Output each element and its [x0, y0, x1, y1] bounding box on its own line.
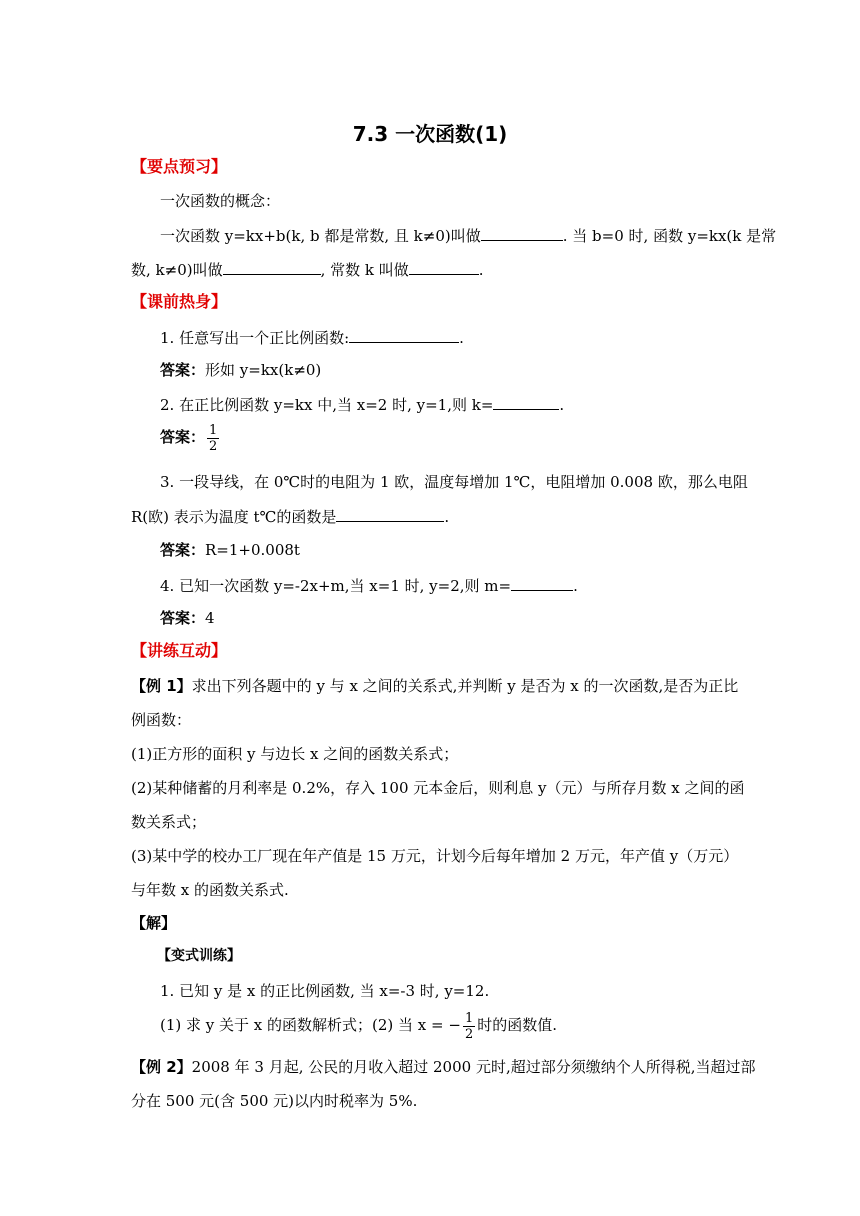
variant-question-1-parts: (1) 求 y 关于 x 的函数解析式；(2) 当 x = − $\frac{1}{2}$ 时的函数值.: [160, 1010, 558, 1042]
warmup-question-1: 1. 任意写出一个正比例函数: .: [160, 329, 464, 347]
example-1-part-2-line-2: 数关系式；: [131, 813, 207, 831]
example-1-part-3-line-2: 与年数 x 的函数关系式.: [131, 881, 289, 899]
page-title: 7.3 一次函数(1): [352, 122, 508, 146]
example-2-line-2: 分在 500 元(含 500 元)以内时税率为 5%.: [131, 1092, 418, 1110]
example-1-part-2-line-1: (2)某种储蓄的月利率是 0.2%，存入 100 元本金后，则利息 y（元）与所存月数 x 之间的函: [131, 779, 745, 797]
answer-blank: [493, 394, 559, 410]
warmup-question-3-line-2: R(欧) 表示为温度 t℃的函数是 .: [131, 508, 450, 526]
example-1-line-1: 【例 1】求出下列各题中的 y 与 x 之间的关系式,并判断 y 是否为 x 的一次函数,是否为正比: [131, 677, 739, 695]
example-1-line-2: 例函数：: [131, 711, 192, 729]
concept-line-2: 数, k≠0)叫做 , 常数 k 叫做 .: [131, 261, 484, 279]
answer-blank: [511, 575, 573, 591]
variant-training-heading: 【变式训练】: [157, 948, 241, 964]
variant-question-1: 1. 已知 y 是 x 的正比例函数, 当 x=-3 时, y=12.: [160, 982, 490, 1000]
example-1-part-3-line-1: (3)某中学的校办工厂现在年产值是 15 万元，计划今后每年增加 2 万元，年产值 y（万元）: [131, 847, 739, 865]
answer-blank: [481, 225, 563, 241]
answer-blank: [409, 259, 479, 275]
answer-blank: [349, 327, 459, 343]
warmup-question-3-line-1: 3. 一段导线，在 0℃时的电阻为 1 欧，温度每增加 1℃，电阻增加 0.008 欧，那么电阻: [160, 473, 748, 491]
example-2-line-1: 【例 2】2008 年 3 月起, 公民的月收入超过 2000 元时,超过部分须缴纳个人所得税,当超过部: [131, 1058, 756, 1076]
warmup-question-2: 2. 在正比例函数 y=kx 中,当 x=2 时, y=1,则 k= .: [160, 396, 565, 414]
example-1-part-1: (1)正方形的面积 y 与边长 x 之间的函数关系式；: [131, 745, 459, 763]
warmup-answer-3: 答案：R=1+0.008t: [160, 541, 300, 559]
concept-heading: 一次函数的概念：: [160, 192, 281, 210]
warmup-answer-1: 答案：形如 y=kx(k≠0): [160, 361, 322, 379]
section-heading-interact: 【讲练互动】: [131, 641, 228, 660]
warmup-answer-2: 答案： $\frac{1}{2}$: [160, 422, 218, 454]
section-heading-preview: 【要点预习】: [131, 157, 228, 176]
answer-blank: [336, 506, 444, 522]
concept-line-1: 一次函数 y=kx+b(k, b 都是常数, 且 k≠0)叫做 . 当 b=0 时, 函数 y=kx(k 是常: [160, 227, 777, 245]
warmup-question-4: 4. 已知一次函数 y=-2x+m,当 x=1 时, y=2,则 m= .: [160, 577, 578, 595]
solution-heading: 【解】: [131, 914, 177, 932]
warmup-answer-4: 答案：4: [160, 609, 215, 627]
section-heading-warmup: 【课前热身】: [131, 292, 228, 311]
answer-blank: [223, 259, 321, 275]
fraction: $\frac{1}{2}$: [464, 1010, 474, 1042]
fraction: $\frac{1}{2}$: [209, 422, 218, 454]
